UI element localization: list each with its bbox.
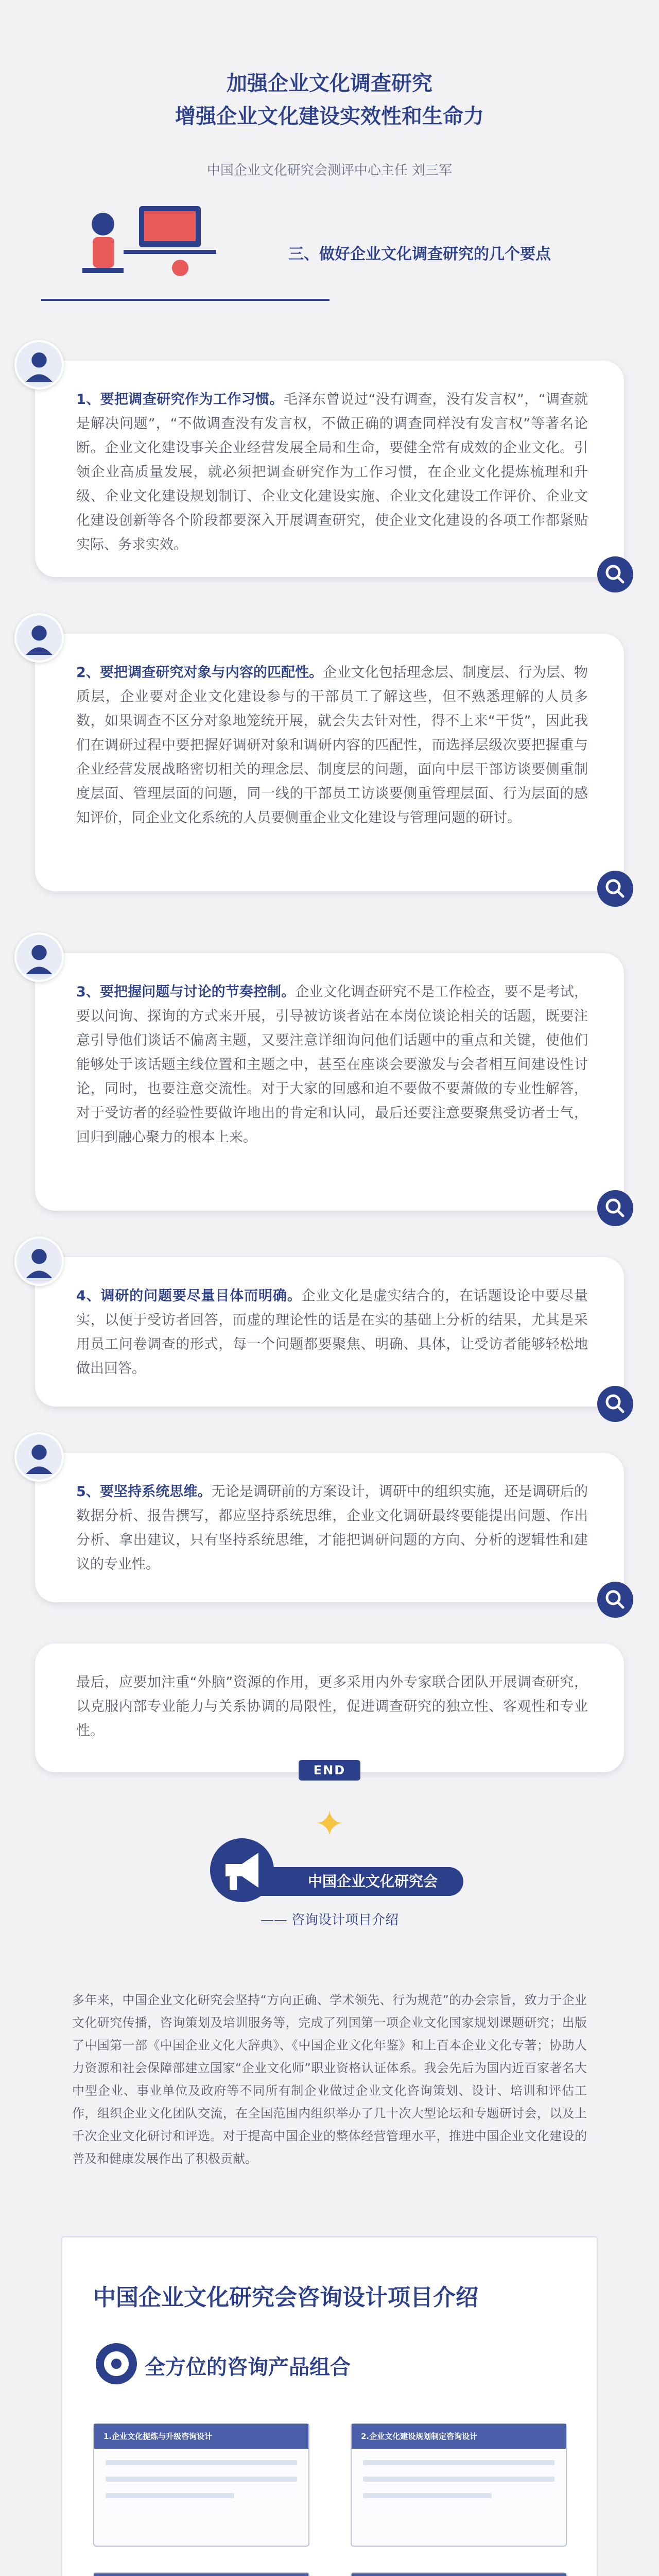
point-card-4 [35, 1257, 624, 1406]
closing-card [35, 1643, 624, 1772]
point-text-4 [76, 1284, 588, 1381]
point-heading-3: 3、要把握问题与讨论的节奏控制。 [76, 984, 296, 1000]
point-text-2 [76, 660, 588, 830]
point-body-5: 无论是调研前的方案设计，调研中的组织实施，还是调研后的数据分析、报告撰写，都应坚持系统思维，企业文化调研最终要能提出问题、作出分析、拿出建议，只有坚持系统思维，才能把调研问题的方向、分析的逻辑性和建议的专业性。 [76, 1484, 588, 1572]
intro-body: 多年来，中国企业文化研究会坚持“方向正确、学术领先、行为规范”的办会宗旨，致力于企业文化研究传播，咨询策划及培训服务等，完成了列国第一项企业文化国家规划课题研究；出版了中国第一部《中国企业文化大辞典》、《中国企业文化年鉴》和上百本企业文化专著；协助人力资源和社会保障部建立国家“企业文化师”职业资格认证体系。我会先后为国内近百家著名大中型企业、事业单位及政府等不同所有制企业做过企业文化咨询策划、设计、培训和评估工作，组织企业文化团队交流，在全国范围内组织举办了几十次大型论坛和专题研讨会，以及上千次企业文化研讨和评选。对于提高中国企业的整体经营管理水平，推进中国企业文化建设的普及和健康发展作出了积极贡献。 [72, 1993, 587, 2166]
point-heading-1: 1、要把调查研究作为工作习惯。 [76, 392, 284, 408]
point-body-4: 企业文化是虚实结合的，在话题设论中要尽量实，以便于受访者回答，而虚的理论性的话是在实的基础上分析的结果，尤其是采用员工问卷调查的形式，每一个问题都要聚焦、明确、具体，让受访者能够轻松地做出回答。 [76, 1288, 588, 1377]
star-icon: ✦ [314, 1803, 345, 1845]
point-heading-2: 2、要把调查研究对象与内容的匹配性。 [76, 665, 323, 681]
product-title: 1.企业文化提炼与升级咨询设计 [94, 2424, 308, 2449]
speaker-avatar [14, 933, 64, 982]
brochure-title: 中国企业文化研究会咨询设计项目介绍 [93, 2284, 478, 2311]
header-divider [41, 299, 330, 301]
speaker-avatar [14, 340, 64, 389]
search-icon[interactable] [597, 871, 633, 907]
point-body-3: 企业文化调查研究不是工作检查，要不是考试，要以问询、探询的方式来开展，引导被访谈者站在本岗位谈论相关的话题，既要注意引导他们谈话不偏离主题，又要注意详细询问他们话题中的重点和关键，使他们能够处于该话题主线位置和主题之中，甚至在座谈会要激发与会者相互间建设性讨论，同时，也要注意交流性。对于大家的回感和迫不要做不要萧做的专业性解答，对于受访者的经验性要做许地出的肯定和认同，最后还要注意要聚焦受访者士气，回归到融心聚力的根本上来。 [76, 984, 588, 1145]
point-card-2 [35, 634, 624, 891]
point-text-1 [76, 387, 588, 557]
point-card-3 [35, 953, 624, 1211]
article-title-line2: 增强企业文化建设实效性和生命力 [175, 105, 484, 128]
point-body-1: 毛泽东曾说过“没有调查，没有发言权”，“调查就是解决问题”，“不做调查没有发言权，不做正确的调查同样没有发言权”等著名论断。企业文化建设事关企业经营发展全局和生命，要健全常有成效的企业文化。引领企业高质量发展，就必须把调查研究作为工作习惯，在企业文化提炼梳理和升级、企业文化建设规划制订、企业文化建设实施、企业文化建设工作评价、企业文化建设创新等各个阶段都要深入开展调查研究，使企业文化建设的各项工作都紧贴实际、务求实效。 [76, 392, 588, 553]
products-panel [61, 2236, 598, 2576]
product-title [94, 2573, 308, 2576]
search-icon[interactable] [597, 1386, 633, 1422]
search-icon[interactable] [597, 1190, 633, 1226]
point-heading-5: 5、要坚持系统思维。 [76, 1484, 212, 1500]
product-card [93, 2423, 309, 2547]
search-icon[interactable] [597, 1582, 633, 1618]
point-text-5 [76, 1480, 588, 1577]
point-card-1 [35, 361, 624, 577]
product-title [352, 2573, 566, 2576]
product-card [93, 2572, 309, 2576]
article-title-line1: 加强企业文化调查研究 [227, 72, 432, 95]
intro-subtitle: —— 咨询设计项目介绍 [260, 1912, 399, 1928]
target-icon [93, 2341, 140, 2387]
point-body-2: 企业文化包括理念层、制度层、行为层、物质层，企业要对企业文化建设参与的干部员工了解这些，但不熟悉理解的人员多数，如果调查不区分对象地笼统开展，就会失去针对性，得不上来“干货”，因此我们在调研过程中要把握好调研对象和调研内容的匹配性，而选择层级次要把握重与企业经营发展战略密切相关的理念层、制度层的问题，面向中层干部访谈要侧重制度层面、管理层面的问题，同一线的干部员工访谈要侧重管理层面、行为层面的感知评价，同企业文化系统的人员要侧重企业文化建设与管理问题的研讨。 [76, 665, 588, 826]
office-illustration [62, 196, 216, 289]
speaker-avatar [14, 613, 64, 663]
point-heading-4: 4、调研的问题要尽量目体而明确。 [76, 1288, 302, 1304]
closing-text: 最后，应要加注重“外脑”资源的作用，更多采用内外专家联合团队开展调查研究，以克服内部专业能力与关系协调的局限性，促进调查研究的独立性、客观性和专业性。 [76, 1674, 588, 1739]
product-card [351, 2423, 567, 2547]
end-badge: END [299, 1760, 360, 1781]
speaker-avatar [14, 1236, 64, 1286]
org-name-pill: 中国企业文化研究会 [232, 1867, 463, 1896]
point-card-5 [35, 1453, 624, 1602]
products-heading: 全方位的咨询产品组合 [145, 2355, 351, 2379]
speaker-avatar [14, 1432, 64, 1482]
point-text-3 [76, 980, 588, 1149]
section-heading: 三、做好企业文化调查研究的几个要点 [288, 245, 551, 263]
author-line: 中国企业文化研究会测评中心主任 刘三军 [206, 163, 453, 178]
product-title: 2.企业文化建设规划制定咨询设计 [352, 2424, 566, 2449]
product-card [351, 2572, 567, 2576]
megaphone-icon [206, 1834, 278, 1906]
search-icon[interactable] [597, 556, 633, 592]
